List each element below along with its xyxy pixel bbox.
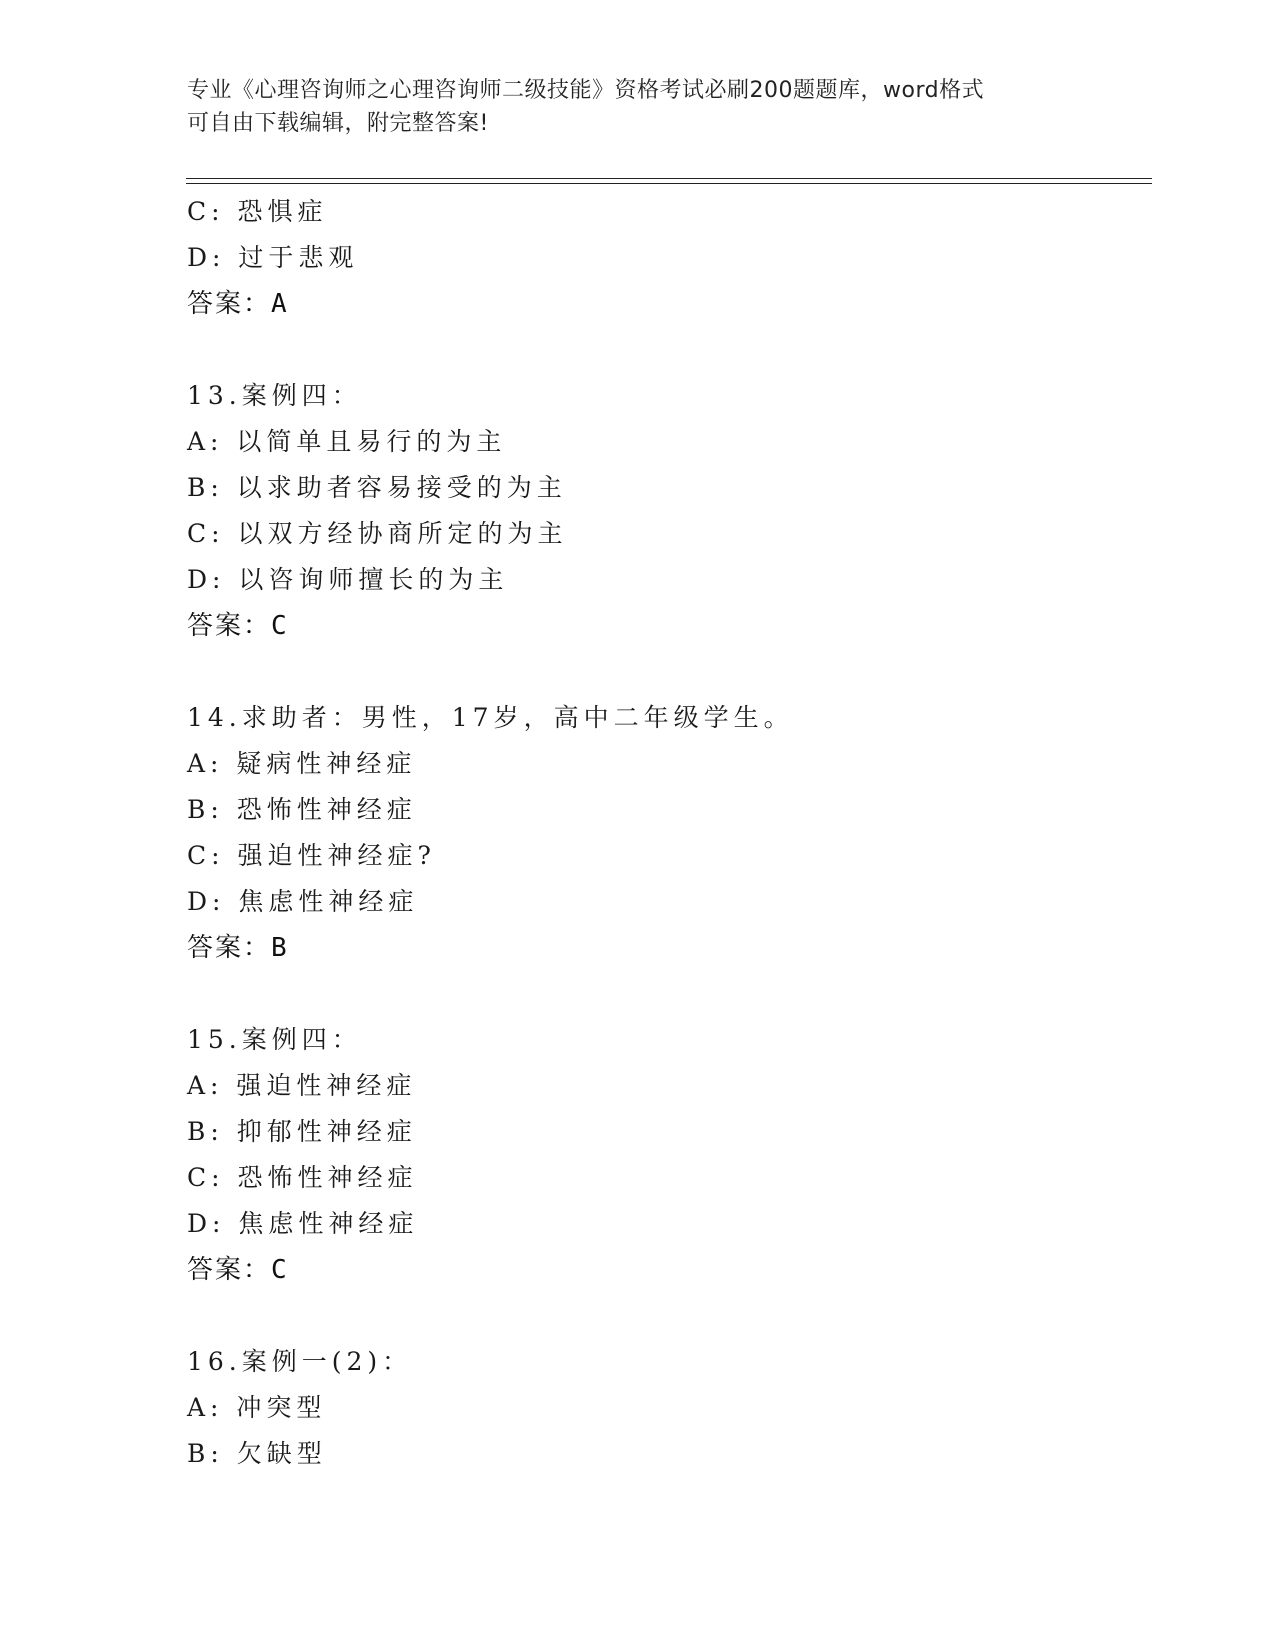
- answer-value: C: [271, 611, 289, 641]
- option-a: A: 以简单且易行的为主: [187, 427, 507, 456]
- option-d: D: 过于悲观: [187, 243, 359, 272]
- answer-label: 答案：: [187, 1255, 272, 1285]
- question-14: [187, 695, 1147, 971]
- question-13: [187, 373, 1147, 649]
- question-16: [187, 1339, 1147, 1477]
- question-title: 16.案例一(2)：: [187, 1347, 413, 1376]
- answer-value: B: [271, 933, 289, 963]
- answer-line: [187, 603, 1147, 649]
- question-15: [187, 1017, 1147, 1293]
- option-b: B: 抑郁性神经症: [187, 1117, 417, 1146]
- spacer: [187, 1293, 1147, 1339]
- option-c: C: 恐怖性神经症: [187, 1163, 418, 1192]
- question-continuation: [187, 189, 1147, 327]
- spacer: [187, 649, 1147, 695]
- option-b: B: 欠缺型: [187, 1439, 327, 1468]
- option-a: A: 疑病性神经症: [187, 749, 417, 778]
- question-title: 14.求助者：男性，17岁，高中二年级学生。: [187, 703, 794, 732]
- option-c: C: 恐惧症: [187, 197, 328, 226]
- spacer: [187, 327, 1147, 373]
- answer-line: [187, 1247, 1147, 1293]
- question-title: 15.案例四：: [187, 1025, 362, 1054]
- answer-line: [187, 281, 1147, 327]
- header-line-2: 可自由下载编辑，附完整答案!: [187, 111, 489, 136]
- option-d: D: 以咨询师擅长的为主: [187, 565, 509, 594]
- option-c: C: 强迫性神经症?: [187, 841, 436, 870]
- header-divider-top: [186, 178, 1152, 179]
- spacer: [187, 971, 1147, 1017]
- question-title: 13.案例四：: [187, 381, 362, 410]
- option-c: C: 以双方经协商所定的为主: [187, 519, 568, 548]
- answer-label: 答案：: [187, 289, 272, 319]
- answer-line: [187, 925, 1147, 971]
- option-b: B: 恐怖性神经症: [187, 795, 417, 824]
- document-header: [187, 74, 1087, 140]
- option-b: B: 以求助者容易接受的为主: [187, 473, 567, 502]
- option-a: A: 冲突型: [187, 1393, 327, 1422]
- option-d: D: 焦虑性神经症: [187, 887, 419, 916]
- answer-label: 答案：: [187, 611, 272, 641]
- answer-label: 答案：: [187, 933, 272, 963]
- option-a: A: 强迫性神经症: [187, 1071, 417, 1100]
- header-divider-bottom: [186, 183, 1152, 184]
- question-list: [187, 189, 1147, 1477]
- answer-value: A: [271, 289, 289, 319]
- answer-value: C: [271, 1255, 289, 1285]
- header-line-1: 专业《心理咨询师之心理咨询师二级技能》资格考试必刷200题题库，word格式: [187, 78, 985, 103]
- option-d: D: 焦虑性神经症: [187, 1209, 419, 1238]
